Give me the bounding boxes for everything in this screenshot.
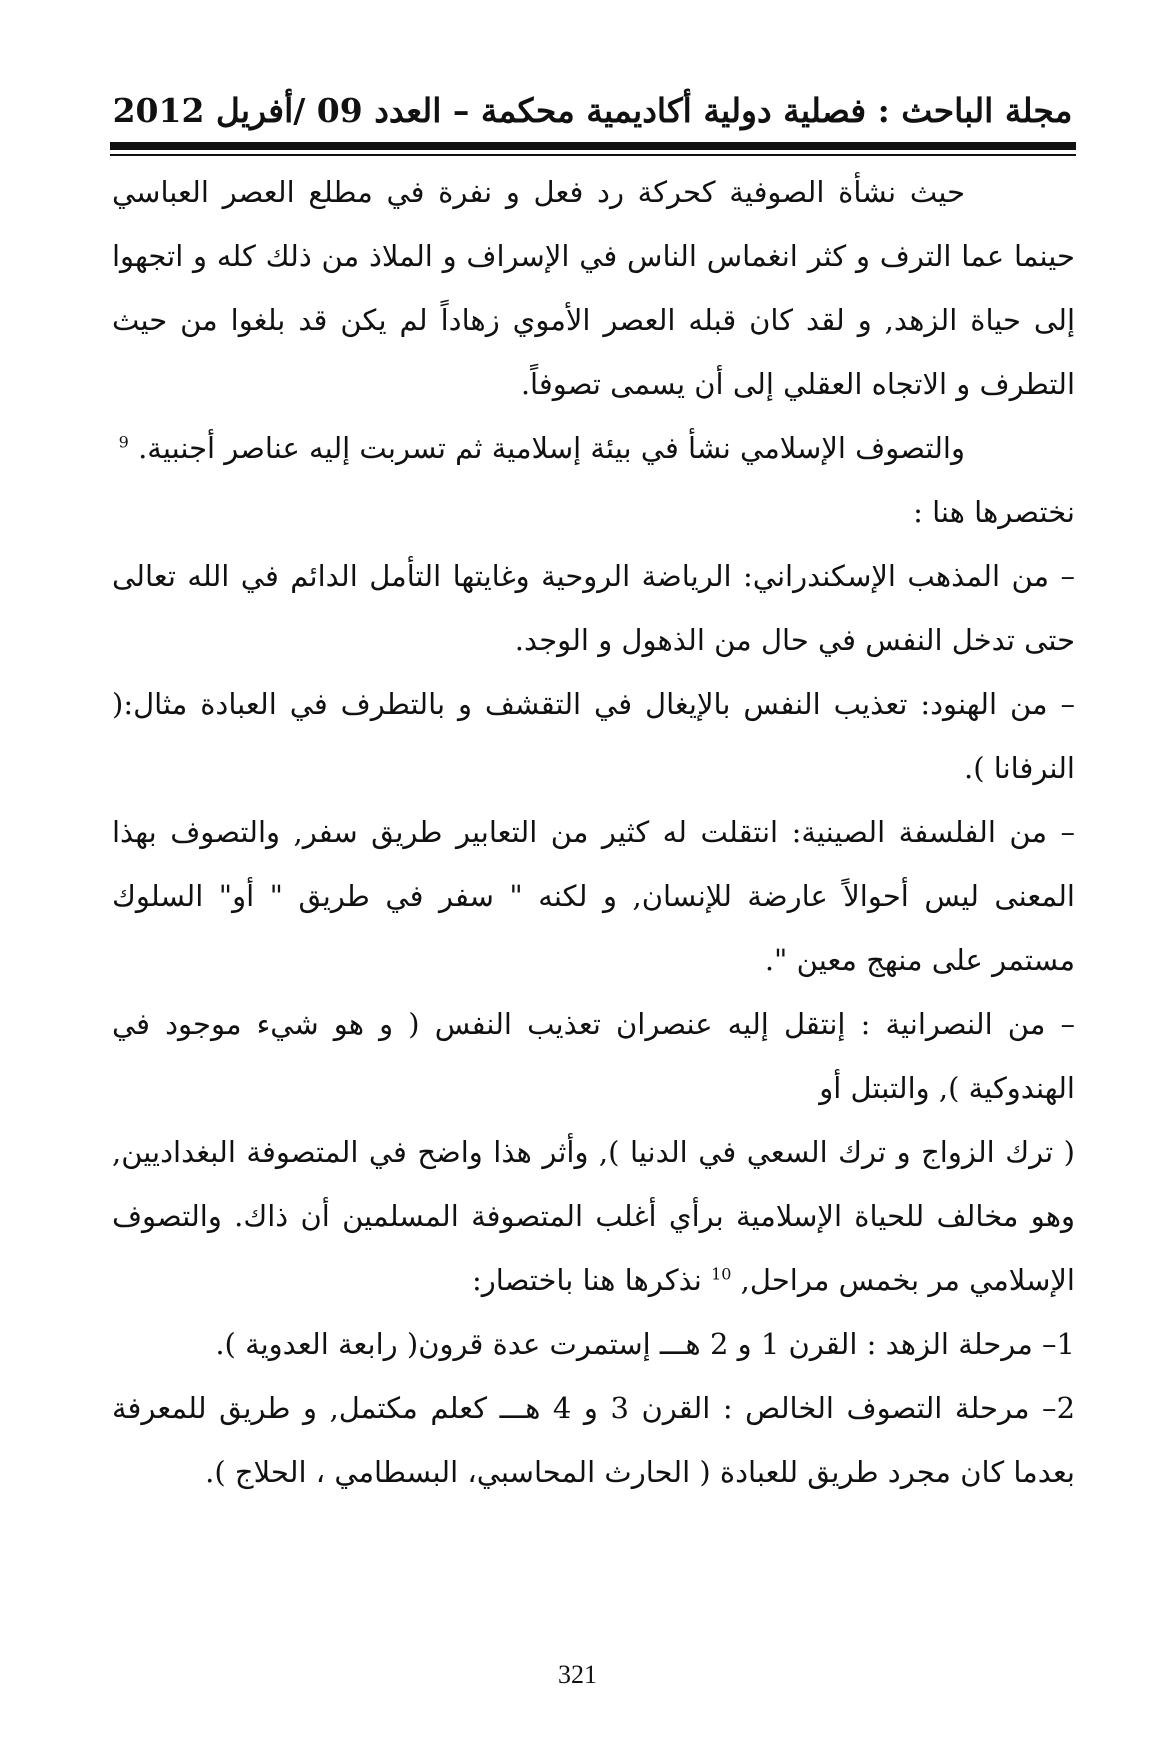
paragraph-foreign-elements-text: والتصوف الإسلامي نشأ في بيئة إسلامية ثم تسربت إليه عناصر أجنبية. (138, 431, 965, 465)
list-item-christian: – من النصرانية : إنتقل إليه عنصران تعذيب النفس ( و هو شيء موجود في الهندوكية ), والتبتل أو (112, 1007, 1075, 1105)
journal-header: مجلة الباحث : فصلية دولية أكاديمية محكمة – العدد 09 /أفريل 2012 (112, 91, 1073, 130)
paragraph-stages-intro (112, 1120, 1075, 1312)
list-item-indian: – من الهنود: تعذيب النفس بالإيغال في التقشف و بالتطرف في العبادة مثال:( النرفانا ). (112, 687, 1075, 785)
paragraph-origins: حيث نشأة الصوفية كحركة رد فعل و نفرة في مطلع العصر العباسي حينما عما الترف و كثر انغماس الناس في الإسراف و الملاذ من ذلك كله و اتجهوا إلى حياة الزهد, و لقد كان قبله العصر الأموي زهاداً لم يكن قد بلغوا من حيث التطرف و الاتجاه العقلي إلى أن يسمى تصوفاً. (112, 175, 1075, 401)
list-item-chinese: – من الفلسفة الصينية: انتقلت له كثير من التعابير طريق سفر, والتصوف بهذا المعنى ليس أحوالاً عارضة للإنسان, و لكنه " سفر في طريق " أو" السلوك مستمر على منهج معين ". (112, 815, 1075, 977)
footnote-ref-10: 10 (711, 1264, 732, 1284)
header-rule-thick (110, 142, 1076, 150)
paragraph-stages-text: ( ترك الزواج و ترك السعي في الدنيا ), وأثر هذا واضح في المتصوفة البغداديين, وهو مخالف للحياة الإسلامية برأي أغلب المتصوفة المسلمين أن ذاك. والتصوف الإسلامي مر بخمس مراحل, (112, 1135, 1075, 1297)
paragraph-summary-intro: نختصرها هنا : (913, 495, 1075, 529)
page-number: 321 (558, 1660, 597, 1689)
article-body (112, 160, 1075, 1504)
footnote-ref-9: 9 (118, 432, 129, 452)
list-item-alexandrian: – من المذهب الإسكندراني: الرياضة الروحية وغايتها التأمل الدائم في الله تعالى حتى تدخل النفس في حال من الذهول و الوجد. (112, 559, 1075, 657)
stage-item-1: 1– مرحلة الزهد : القرن 1 و 2 هـــ إستمرت عدة قرون( رابعة العدوية ). (215, 1327, 1075, 1361)
paragraph-stages-tail: نذكرها هنا باختصار: (471, 1263, 702, 1297)
paragraph-foreign-elements (112, 416, 1075, 480)
header-rule-thin (110, 154, 1076, 156)
stage-item-2: 2– مرحلة التصوف الخالص : القرن 3 و 4 هـــ كعلم مكتمل, و طريق للمعرفة بعدما كان مجرد طريق للعبادة ( الحارث المحاسبي، البسطامي ، الحلاج ). (112, 1391, 1076, 1489)
